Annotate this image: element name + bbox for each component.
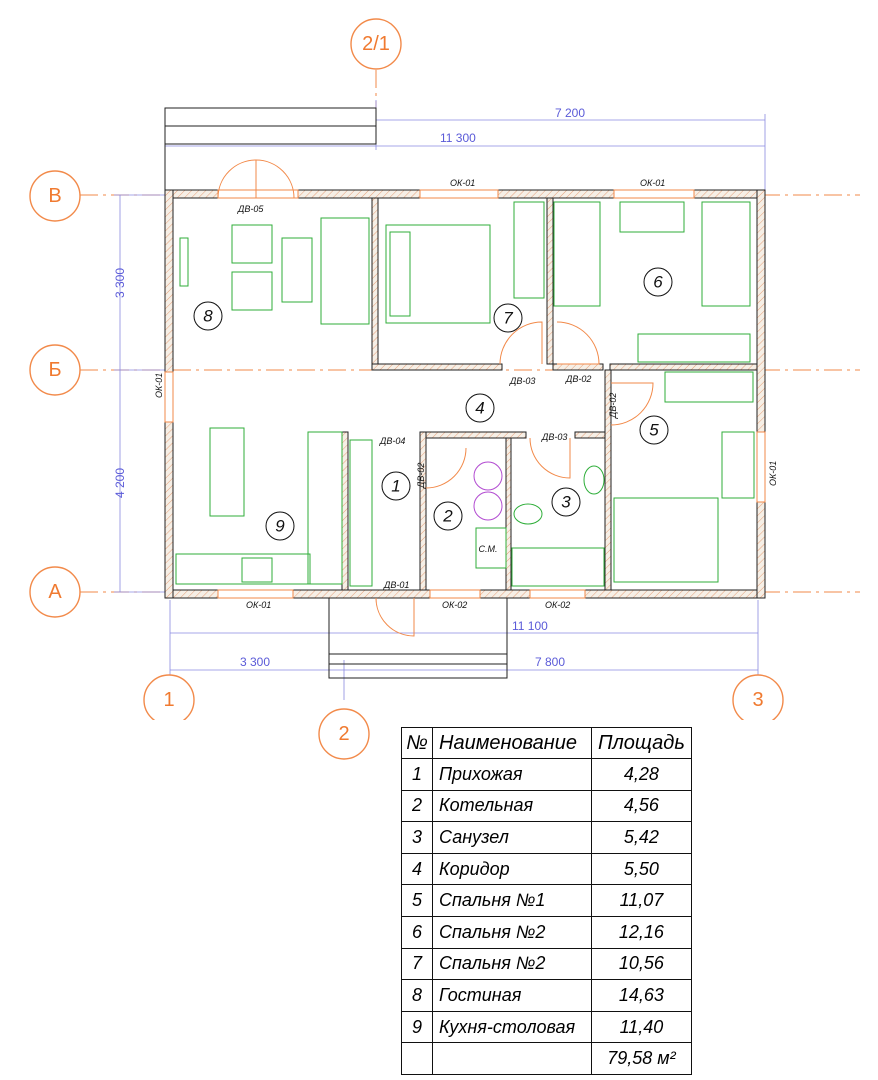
row-number: 4 bbox=[402, 853, 433, 885]
room-number-5: 5 bbox=[649, 420, 659, 440]
table-row bbox=[402, 853, 692, 885]
axis-marker-b: Б bbox=[48, 359, 62, 381]
room-number-1: 1 bbox=[391, 476, 401, 496]
row-area: 10,56 bbox=[592, 948, 692, 980]
label-dv03-b: ДВ-03 bbox=[542, 432, 568, 442]
table-row bbox=[402, 916, 692, 948]
table-row bbox=[402, 885, 692, 917]
room-number-3: 3 bbox=[561, 492, 571, 512]
room-number-4: 4 bbox=[475, 398, 485, 418]
table-row bbox=[402, 759, 692, 791]
axis-marker-v: В bbox=[48, 185, 62, 207]
room-number-7: 7 bbox=[503, 308, 513, 328]
room-number-6: 6 bbox=[653, 272, 663, 292]
room-area-table bbox=[401, 727, 692, 1075]
row-number: 2 bbox=[402, 790, 433, 822]
dim-bottom-3300: 3 300 bbox=[240, 655, 271, 669]
table-total-row bbox=[402, 1043, 692, 1075]
row-area: 11,07 bbox=[592, 885, 692, 917]
row-number: 9 bbox=[402, 1011, 433, 1043]
inner-walls bbox=[342, 198, 757, 590]
label-dv02-c: ДВ-02 bbox=[416, 462, 426, 488]
row-name: Спальня №1 bbox=[433, 885, 592, 917]
table-row bbox=[402, 790, 692, 822]
row-area: 11,40 bbox=[592, 1011, 692, 1043]
row-area: 4,56 bbox=[592, 790, 692, 822]
header-name: Наименование bbox=[433, 728, 592, 759]
axis-marker-2-1: 2/1 bbox=[362, 33, 390, 55]
label-ok01-left: ОК-01 bbox=[154, 372, 164, 398]
label-dv03-a: ДВ-03 bbox=[510, 376, 536, 386]
axis-marker-2-wrap bbox=[314, 704, 374, 764]
table-row bbox=[402, 980, 692, 1012]
total-empty-name bbox=[433, 1043, 592, 1075]
axis-marker-a: А bbox=[48, 581, 62, 603]
label-ok02-bottom-1: ОК-02 bbox=[442, 600, 468, 610]
label-ok01-top-2: ОК-01 bbox=[640, 178, 666, 188]
row-number: 5 bbox=[402, 885, 433, 917]
table-row bbox=[402, 948, 692, 980]
total-empty-number bbox=[402, 1043, 433, 1075]
label-ok01-bottom: ОК-01 bbox=[246, 600, 272, 610]
row-name: Котельная bbox=[433, 790, 592, 822]
row-number: 8 bbox=[402, 980, 433, 1012]
row-area: 5,42 bbox=[592, 822, 692, 854]
label-dv02-b: ДВ-02 bbox=[608, 392, 618, 418]
room-number-2: 2 bbox=[443, 506, 453, 526]
boiler-mark: С.М. bbox=[478, 544, 498, 554]
furniture bbox=[176, 202, 754, 586]
row-name: Кухня-столовая bbox=[433, 1011, 592, 1043]
dim-top-11300: 11 300 bbox=[440, 131, 476, 145]
row-name: Коридор bbox=[433, 853, 592, 885]
door-swings bbox=[218, 160, 653, 636]
row-name: Спальня №2 bbox=[433, 948, 592, 980]
row-area: 14,63 bbox=[592, 980, 692, 1012]
dim-bottom-7800: 7 800 bbox=[535, 655, 566, 669]
row-name: Прихожая bbox=[433, 759, 592, 791]
row-name: Санузел bbox=[433, 822, 592, 854]
table-header-row bbox=[402, 728, 692, 759]
row-number: 1 bbox=[402, 759, 433, 791]
table-row bbox=[402, 822, 692, 854]
label-ok01-right: ОК-01 bbox=[768, 460, 778, 486]
axis-marker-3: 3 bbox=[752, 689, 764, 711]
dim-bottom-11100: 11 100 bbox=[512, 619, 548, 633]
outer-walls bbox=[165, 190, 765, 598]
total-area: 79,58 м² bbox=[592, 1043, 692, 1075]
dim-left-3300: 3 300 bbox=[113, 267, 127, 298]
room-number-8: 8 bbox=[203, 306, 213, 326]
label-ok02-bottom-2: ОК-02 bbox=[545, 600, 571, 610]
header-area: Площадь bbox=[592, 728, 692, 759]
room-markers bbox=[194, 268, 672, 540]
label-dv02-a: ДВ-02 bbox=[566, 374, 592, 384]
axis-marker-1: 1 bbox=[163, 689, 175, 711]
row-number: 7 bbox=[402, 948, 433, 980]
axis-marker-2: 2 bbox=[338, 723, 350, 745]
room-number-9: 9 bbox=[275, 516, 285, 536]
row-number: 6 bbox=[402, 916, 433, 948]
header-number: № bbox=[402, 728, 433, 759]
row-area: 5,50 bbox=[592, 853, 692, 885]
row-area: 12,16 bbox=[592, 916, 692, 948]
table-row bbox=[402, 1011, 692, 1043]
windows bbox=[165, 190, 765, 598]
opening-labels bbox=[154, 178, 778, 610]
label-ok01-top-1: ОК-01 bbox=[450, 178, 476, 188]
row-name: Гостиная bbox=[433, 980, 592, 1012]
label-dv05: ДВ-05 bbox=[238, 204, 264, 214]
axis-lines bbox=[80, 70, 860, 592]
row-name: Спальня №2 bbox=[433, 916, 592, 948]
row-number: 3 bbox=[402, 822, 433, 854]
label-dv04: ДВ-04 bbox=[380, 436, 406, 446]
label-dv01: ДВ-01 bbox=[384, 580, 410, 590]
dim-top-7200: 7 200 bbox=[555, 106, 586, 120]
dim-left-4200: 4 200 bbox=[113, 467, 127, 498]
row-area: 4,28 bbox=[592, 759, 692, 791]
